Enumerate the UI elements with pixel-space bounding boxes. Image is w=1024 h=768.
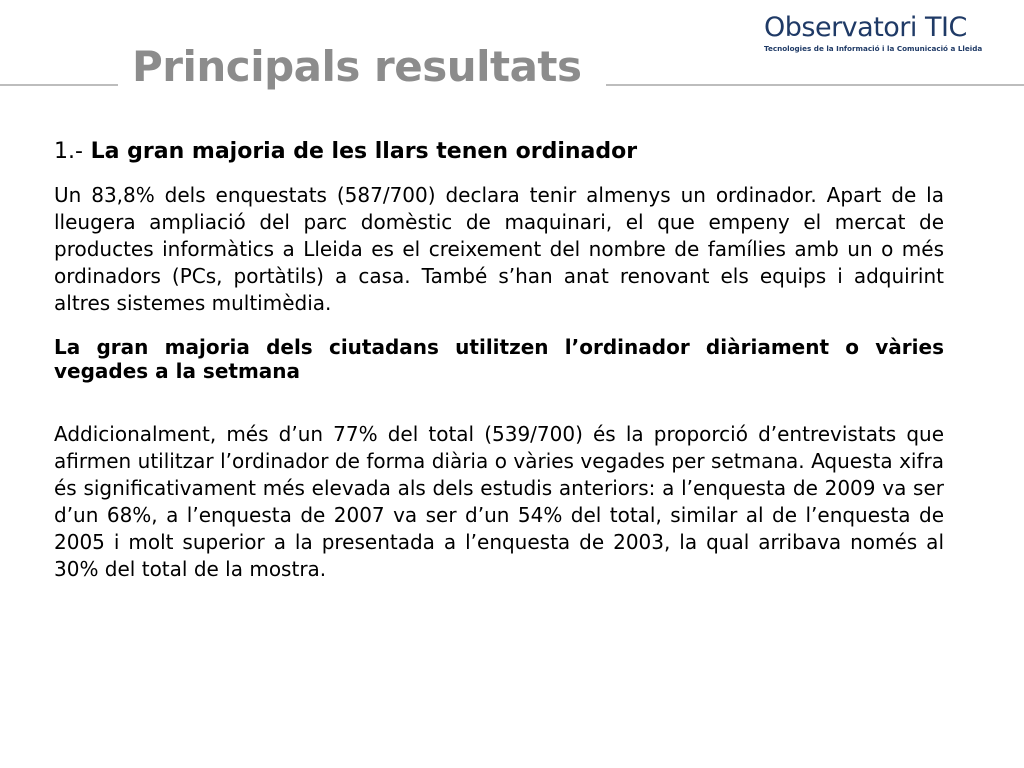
section-heading bbox=[54, 138, 944, 166]
main-content bbox=[54, 138, 944, 583]
paragraph-computer-ownership: Un 83,8% dels enquestats (587/700) declara tenir almenys un ordinador. Apart de la lleugera ampliació del parc domèstic de maquinari, el que empeny el mercat de productes informàtics a Lleida es el creixement del nombre de famílies amb un o més ordinadors (PCs, portàtils) a casa. També s’han anat renovant els equips i adquirint altres sistemes multimèdia. bbox=[54, 183, 944, 315]
section-heading-text: La gran majoria de les llars tenen ordinador bbox=[90, 139, 638, 164]
logo bbox=[764, 14, 994, 53]
section-number: 1.- bbox=[54, 139, 83, 164]
title-rule-left bbox=[0, 84, 118, 86]
logo-name: Observatori TIC bbox=[764, 12, 967, 43]
page-title: Principals resultats bbox=[132, 42, 582, 91]
paragraph-usage-details: Addicionalment, més d’un 77% del total (539/700) és la proporció d’entrevistats que afirmen utilitzar l’ordinador de forma diària o vàries vegades per setmana. Aquesta xifra és significativament més elevada als dels estudis anteriors: a l’enquesta de 2009 va ser d’un 68%, a l’enquesta de 2007 va ser d’un 54% del total, similar al de l’enquesta de 2005 i molt superior a la presentada a l’enquesta de 2003, la qual arribava només al 30% del total de la mostra. bbox=[54, 422, 944, 581]
logo-tagline: Tecnologies de la Informació i la Comunicació a Lleida bbox=[764, 44, 983, 53]
title-rule-right bbox=[606, 84, 1024, 86]
paragraph-usage-highlight: La gran majoria dels ciutadans utilitzen l’ordinador diàriament o vàries vegades a la setmana bbox=[54, 335, 944, 383]
